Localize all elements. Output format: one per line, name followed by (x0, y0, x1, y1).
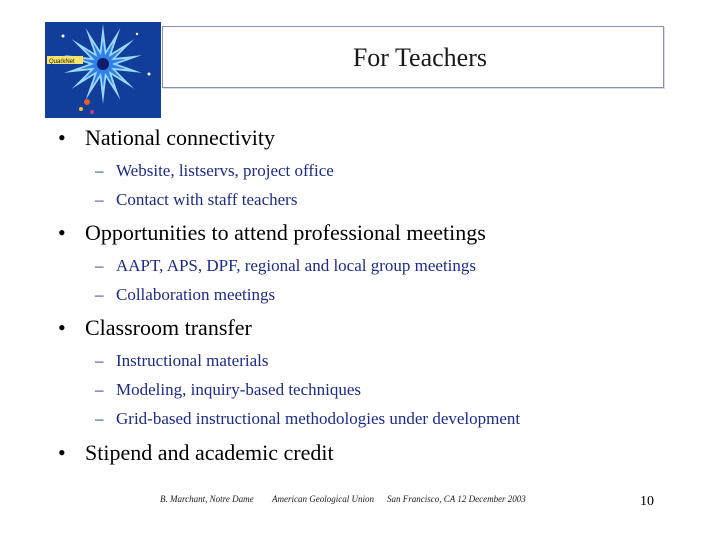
sub-bullet-item (58, 350, 708, 371)
bullet-text: Classroom transfer (85, 315, 252, 340)
sub-bullet-text: Contact with staff teachers (116, 190, 298, 209)
dash-marker: – (95, 409, 104, 428)
logo-label: QuarkNet (49, 59, 75, 65)
bullet-text: Opportunities to attend professional meetings (85, 220, 486, 245)
sub-bullet-text: Instructional materials (116, 351, 269, 370)
bullet-marker: • (58, 125, 66, 150)
sub-bullet-item (58, 160, 708, 181)
sub-bullet-item (58, 284, 708, 305)
bullet-marker: • (58, 220, 66, 245)
dash-marker: – (95, 285, 104, 304)
sub-bullet-item (58, 255, 708, 276)
sub-bullet-item (58, 379, 708, 400)
bullet-item (58, 440, 708, 466)
sub-bullet-text: Grid-based instructional methodologies under development (116, 409, 521, 428)
bullet-marker: • (58, 315, 66, 340)
starburst-logo-icon (45, 22, 161, 118)
bullet-item (58, 220, 708, 246)
sub-bullet-text: Collaboration meetings (116, 285, 276, 304)
sub-bullet-item (58, 408, 708, 429)
sub-bullet-text: Modeling, inquiry-based techniques (116, 380, 362, 399)
page-number: 10 (640, 494, 654, 509)
bullet-text: National connectivity (85, 125, 275, 150)
dash-marker: – (95, 190, 104, 209)
dash-marker: – (95, 351, 104, 370)
slide-title: For Teachers (352, 43, 487, 72)
sub-bullet-item (58, 189, 708, 210)
sub-bullet-text: Website, listservs, project office (116, 161, 334, 180)
title-box (162, 26, 664, 88)
bullet-text: Stipend and academic credit (85, 440, 334, 465)
dash-marker: – (95, 161, 104, 180)
bullet-item (58, 125, 708, 151)
footer-venue: American Geological Union (272, 494, 374, 504)
bullet-list (58, 118, 708, 466)
bullet-item (58, 315, 708, 341)
bullet-marker: • (58, 440, 66, 465)
dash-marker: – (95, 256, 104, 275)
footer-author: B. Marchant, Notre Dame (160, 494, 254, 504)
dash-marker: – (95, 380, 104, 399)
sub-bullet-text: AAPT, APS, DPF, regional and local group meetings (116, 256, 477, 275)
footer-place-date: San Francisco, CA 12 December 2003 (387, 494, 526, 504)
